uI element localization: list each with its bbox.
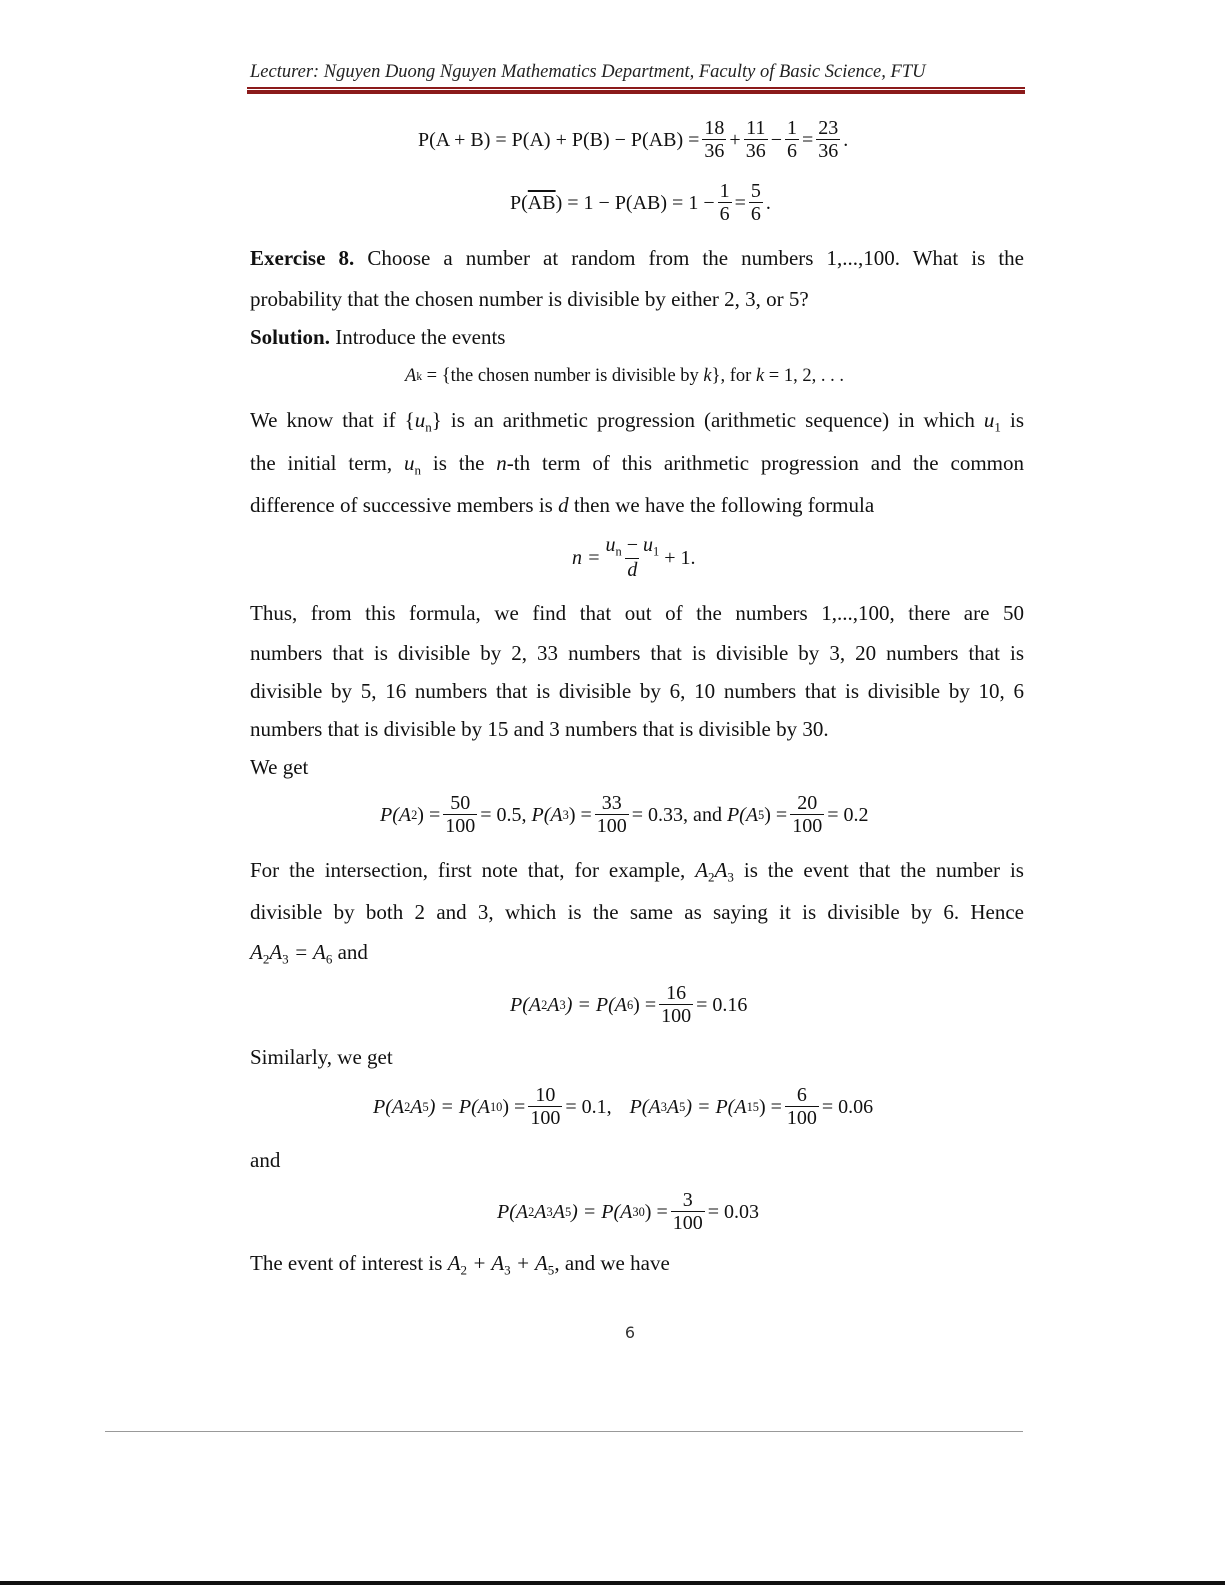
- subscript: 2: [460, 1262, 468, 1278]
- denominator: 100: [672, 1212, 703, 1234]
- subscript: 3: [546, 1204, 553, 1219]
- fraction: [816, 118, 840, 162]
- thus-line-4: numbers that is divisible by 15 and 3 numbers that is divisible by 30.: [250, 717, 829, 741]
- fraction: [604, 535, 662, 581]
- equation-single-probabilities: [380, 793, 868, 837]
- var-u: u: [414, 408, 426, 432]
- denominator: 100: [792, 815, 823, 837]
- prob-expr: ) = P(A: [685, 1095, 747, 1118]
- numerator: 1: [719, 180, 730, 202]
- footer-rule: [105, 1431, 1023, 1432]
- eq2-rest: ) = 1 − P(AB) = 1 −: [555, 191, 715, 214]
- ap-line-1: [250, 408, 1024, 436]
- var-A: A: [666, 1095, 680, 1118]
- result: = 0.2: [827, 803, 869, 826]
- subscript: 2: [262, 951, 270, 967]
- var-A: A: [410, 1095, 423, 1118]
- subscript: 6: [626, 997, 634, 1012]
- result: = 0.16: [696, 993, 748, 1016]
- prob-expr: ) =: [764, 803, 788, 826]
- subscript: 15: [746, 1099, 759, 1114]
- text: the initial term,: [250, 451, 404, 475]
- event-symbol: A: [405, 366, 417, 386]
- var-A: A: [547, 993, 560, 1016]
- subscript: 2: [411, 807, 418, 822]
- ap-line-2: [250, 451, 1024, 479]
- prob-expr: P(A: [726, 803, 759, 826]
- page-bottom-edge: [0, 1581, 1225, 1585]
- text: and: [332, 940, 368, 964]
- period: .: [843, 128, 849, 151]
- numerator: 18: [704, 117, 725, 139]
- text: The event of interest is: [250, 1251, 448, 1275]
- header-rule-thin: [247, 87, 1025, 89]
- solution-intro: [250, 325, 505, 350]
- var-A: A: [695, 858, 709, 882]
- subscript: n: [425, 419, 432, 435]
- subscript: 1: [994, 419, 1001, 435]
- prob-expr: ) = P(A: [571, 1200, 633, 1223]
- event-text: = {the chosen number is divisible by: [422, 366, 704, 386]
- text: , and we have: [554, 1251, 670, 1275]
- denominator: 6: [750, 203, 761, 225]
- subscript: k: [416, 370, 423, 383]
- text: difference of successive members is: [250, 493, 559, 517]
- numerator: 20: [797, 792, 818, 814]
- solution-label: Solution.: [250, 325, 330, 349]
- event-definition: [405, 366, 844, 387]
- var-u: u: [605, 534, 616, 556]
- subscript: 5: [422, 1099, 429, 1114]
- intersection-line-3: [250, 940, 368, 968]
- exercise-8-line-2: probability that the chosen number is divisible by either 2, 3, or 5?: [250, 287, 809, 311]
- fraction: [718, 181, 732, 225]
- text: is the: [421, 451, 497, 475]
- subscript: 5: [758, 807, 765, 822]
- page-number: 6: [624, 1323, 636, 1342]
- numerator: 5: [750, 180, 761, 202]
- denominator: 100: [786, 1107, 817, 1129]
- intersection-line-2: divisible by both 2 and 3, which is the same as saying it is divisible by 6. Hence: [250, 900, 1024, 924]
- period: .: [765, 191, 771, 214]
- text: is the event that the number is: [733, 858, 1024, 882]
- denominator: d: [627, 559, 638, 582]
- var-A: A: [534, 1200, 547, 1223]
- we-get-label: We get: [250, 755, 309, 779]
- subscript: 10: [489, 1099, 503, 1114]
- operator: −: [621, 534, 643, 556]
- denominator: 100: [530, 1107, 561, 1129]
- fraction: [749, 181, 763, 225]
- subscript: 2: [404, 1099, 411, 1114]
- text: } is an arithmetic progression (arithmetic sequence) in which: [431, 408, 984, 432]
- text: We know that if {: [250, 408, 415, 432]
- plus-A: + A: [510, 1251, 548, 1275]
- event-text: }, for: [711, 366, 756, 386]
- text: is: [1000, 408, 1024, 432]
- denominator: 36: [818, 140, 839, 162]
- fraction: [702, 118, 726, 162]
- prob-expr: P(A: [497, 1200, 529, 1223]
- subscript: 30: [632, 1204, 645, 1219]
- fraction: [744, 118, 768, 162]
- fraction: [528, 1085, 562, 1129]
- prob-expr: P(A: [380, 803, 412, 826]
- result: = 0.5,: [480, 803, 532, 826]
- text: For the intersection, first note that, for example,: [250, 858, 696, 882]
- var-k: k: [703, 366, 712, 386]
- solution-text: Introduce the events: [329, 325, 506, 349]
- var-u: u: [983, 408, 995, 432]
- intersection-line-1: [250, 858, 1024, 886]
- prob-expr: ) =: [502, 1095, 526, 1118]
- var-u: u: [642, 534, 653, 556]
- numerator: 11: [746, 117, 766, 139]
- eq2-p: P(: [510, 191, 528, 214]
- numerator: 6: [796, 1084, 807, 1106]
- equation-sum-probability: [418, 118, 848, 162]
- equals-A: = A: [288, 940, 326, 964]
- event-text: = 1, 2, . . .: [764, 366, 844, 386]
- equation-complement: [510, 181, 771, 225]
- ap-line-3: [250, 493, 874, 518]
- denominator: 100: [596, 815, 627, 837]
- var-u: u: [404, 451, 415, 475]
- exercise-text: Choose a number at random from the numbers 1,...,100. What is the: [354, 246, 1024, 270]
- prob-expr: P(A: [373, 1095, 405, 1118]
- subscript: 5: [564, 1204, 572, 1219]
- fraction: [785, 118, 799, 162]
- formula-n: [572, 535, 695, 581]
- prob-expr: P(A: [531, 803, 563, 826]
- fraction: [785, 1085, 819, 1129]
- text: then we have the following formula: [568, 493, 875, 517]
- eq2-overlined: $\overline{AB}$: [527, 191, 556, 214]
- result: = 0.03: [707, 1200, 760, 1223]
- numerator: 33: [601, 792, 622, 814]
- prob-expr: ) = P(A: [565, 993, 627, 1016]
- prob-expr: ) = P(A: [428, 1095, 490, 1118]
- subscript: 3: [727, 869, 734, 885]
- similarly-label: Similarly, we get: [250, 1045, 393, 1069]
- var-A: A: [552, 1200, 565, 1223]
- formula-lhs: n =: [572, 546, 601, 569]
- numerator: 23: [818, 117, 839, 139]
- prob-expr: ) =: [644, 1200, 668, 1223]
- numerator: [604, 535, 662, 558]
- thus-line-1: Thus, from this formula, we find that out of the numbers 1,...,100, there are 50: [250, 601, 1024, 625]
- numerator: 3: [682, 1189, 693, 1211]
- var-d: d: [558, 493, 569, 517]
- prob-expr: P(A: [510, 993, 542, 1016]
- var-A: A: [269, 940, 283, 964]
- var-A: A: [714, 858, 728, 882]
- numerator: 1: [786, 117, 797, 139]
- denominator: 100: [445, 815, 476, 837]
- plus-A: + A: [467, 1251, 505, 1275]
- denominator: 100: [661, 1005, 692, 1027]
- subscript: 1: [652, 544, 660, 559]
- equation-a2a3: [510, 983, 747, 1027]
- operator: −: [770, 128, 782, 151]
- subscript: 5: [679, 1099, 686, 1114]
- equation-a2a3a5: [497, 1190, 759, 1234]
- var-A: A: [447, 1251, 461, 1275]
- prob-expr: P(A: [629, 1095, 661, 1118]
- thus-line-3: divisible by 5, 16 numbers that is divisible by 6, 10 numbers that is divisible by 10, 6: [250, 679, 1024, 703]
- operator: =: [801, 128, 814, 151]
- header-rule-thick: [247, 90, 1025, 94]
- prob-expr: ) =: [633, 993, 657, 1016]
- operator: +: [729, 128, 741, 151]
- result: = 0.33, and: [631, 803, 727, 826]
- prob-expr: ) =: [568, 803, 592, 826]
- and-label: and: [250, 1148, 281, 1172]
- result: = 0.1,: [565, 1095, 612, 1118]
- subscript: 3: [660, 1099, 667, 1114]
- exercise-label: Exercise 8.: [250, 246, 355, 270]
- event-of-interest: [250, 1251, 670, 1279]
- equation-a2a5-a3a5: [373, 1085, 873, 1129]
- subscript: 3: [562, 807, 569, 822]
- formula-rhs: + 1.: [664, 546, 696, 569]
- eq1-lhs: P(A + B) = P(A) + P(B) − P(AB) =: [418, 128, 700, 151]
- text: -th term of this arithmetic progression and the common: [506, 451, 1024, 475]
- fraction: [790, 793, 824, 837]
- subscript: n: [615, 544, 622, 559]
- subscript: 6: [325, 951, 333, 967]
- prob-expr: ) =: [758, 1095, 782, 1118]
- var-A: A: [250, 940, 263, 964]
- subscript: 3: [282, 951, 289, 967]
- var-n: n: [496, 451, 507, 475]
- fraction: [443, 793, 477, 837]
- exercise-8-line-1: [250, 246, 1024, 271]
- var-k: k: [755, 366, 765, 386]
- thus-line-2: numbers that is divisible by 2, 33 numbers that is divisible by 3, 20 numbers that is: [250, 641, 1024, 665]
- prob-expr: ) =: [417, 803, 441, 826]
- subscript: 2: [541, 997, 548, 1012]
- fraction: [595, 793, 629, 837]
- denominator: 36: [745, 140, 766, 162]
- page-header: Lecturer: Nguyen Duong Nguyen Mathematics Department, Faculty of Basic Science, FTU: [250, 62, 926, 82]
- numerator: 16: [666, 982, 687, 1004]
- subscript: n: [414, 462, 422, 478]
- denominator: 36: [704, 140, 725, 162]
- fraction: [659, 983, 693, 1027]
- subscript: 5: [547, 1262, 555, 1278]
- denominator: 6: [719, 203, 730, 225]
- result: = 0.06: [821, 1095, 874, 1118]
- numerator: 10: [535, 1084, 556, 1106]
- subscript: 2: [528, 1204, 535, 1219]
- fraction: [671, 1190, 705, 1234]
- subscript: 3: [504, 1262, 511, 1278]
- denominator: 6: [786, 140, 797, 162]
- subscript: 3: [559, 997, 566, 1012]
- operator: =: [734, 191, 746, 214]
- subscript: 2: [708, 869, 715, 885]
- numerator: 50: [450, 792, 471, 814]
